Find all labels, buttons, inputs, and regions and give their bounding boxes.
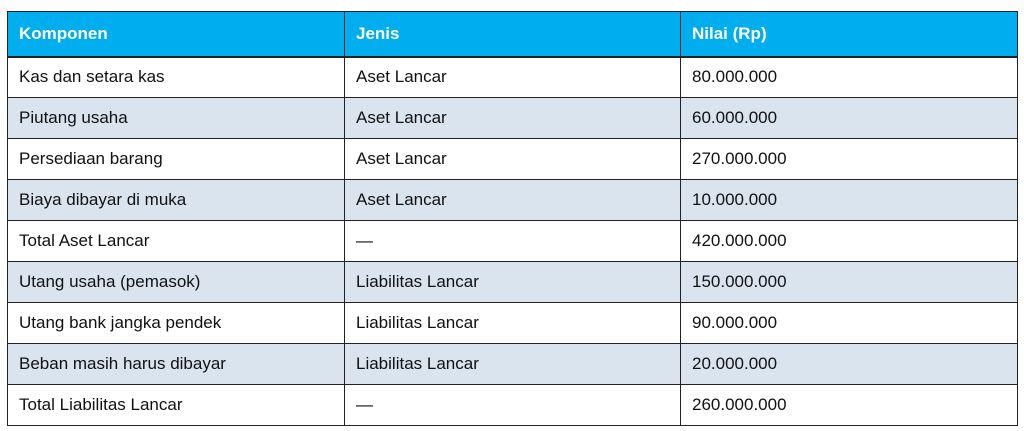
table-row bbox=[8, 344, 1018, 385]
balance-table-container bbox=[7, 11, 1017, 426]
table-row-total-aset bbox=[8, 221, 1018, 262]
cell-jenis: Aset Lancar bbox=[345, 57, 681, 98]
cell-nilai: 270.000.000 bbox=[681, 139, 1018, 180]
cell-komponen: Beban masih harus dibayar bbox=[8, 344, 345, 385]
cell-nilai: 60.000.000 bbox=[681, 98, 1018, 139]
cell-jenis: Aset Lancar bbox=[345, 139, 681, 180]
cell-komponen: Utang bank jangka pendek bbox=[8, 303, 345, 344]
cell-jenis: Aset Lancar bbox=[345, 98, 681, 139]
cell-jenis: Liabilitas Lancar bbox=[345, 303, 681, 344]
table-row bbox=[8, 139, 1018, 180]
cell-nilai: 150.000.000 bbox=[681, 262, 1018, 303]
cell-komponen: Biaya dibayar di muka bbox=[8, 180, 345, 221]
header-komponen: Komponen bbox=[8, 12, 345, 57]
cell-jenis: Liabilitas Lancar bbox=[345, 344, 681, 385]
table-row bbox=[8, 262, 1018, 303]
cell-komponen: Persediaan barang bbox=[8, 139, 345, 180]
table-row bbox=[8, 303, 1018, 344]
cell-jenis: — bbox=[345, 221, 681, 262]
header-jenis: Jenis bbox=[345, 12, 681, 57]
cell-nilai: 10.000.000 bbox=[681, 180, 1018, 221]
table-row bbox=[8, 57, 1018, 98]
table-header-row bbox=[8, 12, 1018, 57]
cell-nilai: 260.000.000 bbox=[681, 385, 1018, 426]
cell-komponen: Kas dan setara kas bbox=[8, 57, 345, 98]
cell-jenis: Liabilitas Lancar bbox=[345, 262, 681, 303]
header-nilai: Nilai (Rp) bbox=[681, 12, 1018, 57]
cell-komponen: Piutang usaha bbox=[8, 98, 345, 139]
table-row bbox=[8, 180, 1018, 221]
cell-komponen: Total Liabilitas Lancar bbox=[8, 385, 345, 426]
cell-nilai: 80.000.000 bbox=[681, 57, 1018, 98]
cell-komponen: Total Aset Lancar bbox=[8, 221, 345, 262]
cell-jenis: Aset Lancar bbox=[345, 180, 681, 221]
cell-jenis: — bbox=[345, 385, 681, 426]
cell-nilai: 20.000.000 bbox=[681, 344, 1018, 385]
cell-komponen: Utang usaha (pemasok) bbox=[8, 262, 345, 303]
cell-nilai: 90.000.000 bbox=[681, 303, 1018, 344]
table-row-total-liabilitas bbox=[8, 385, 1018, 426]
balance-table bbox=[7, 11, 1018, 426]
cell-nilai: 420.000.000 bbox=[681, 221, 1018, 262]
table-row bbox=[8, 98, 1018, 139]
